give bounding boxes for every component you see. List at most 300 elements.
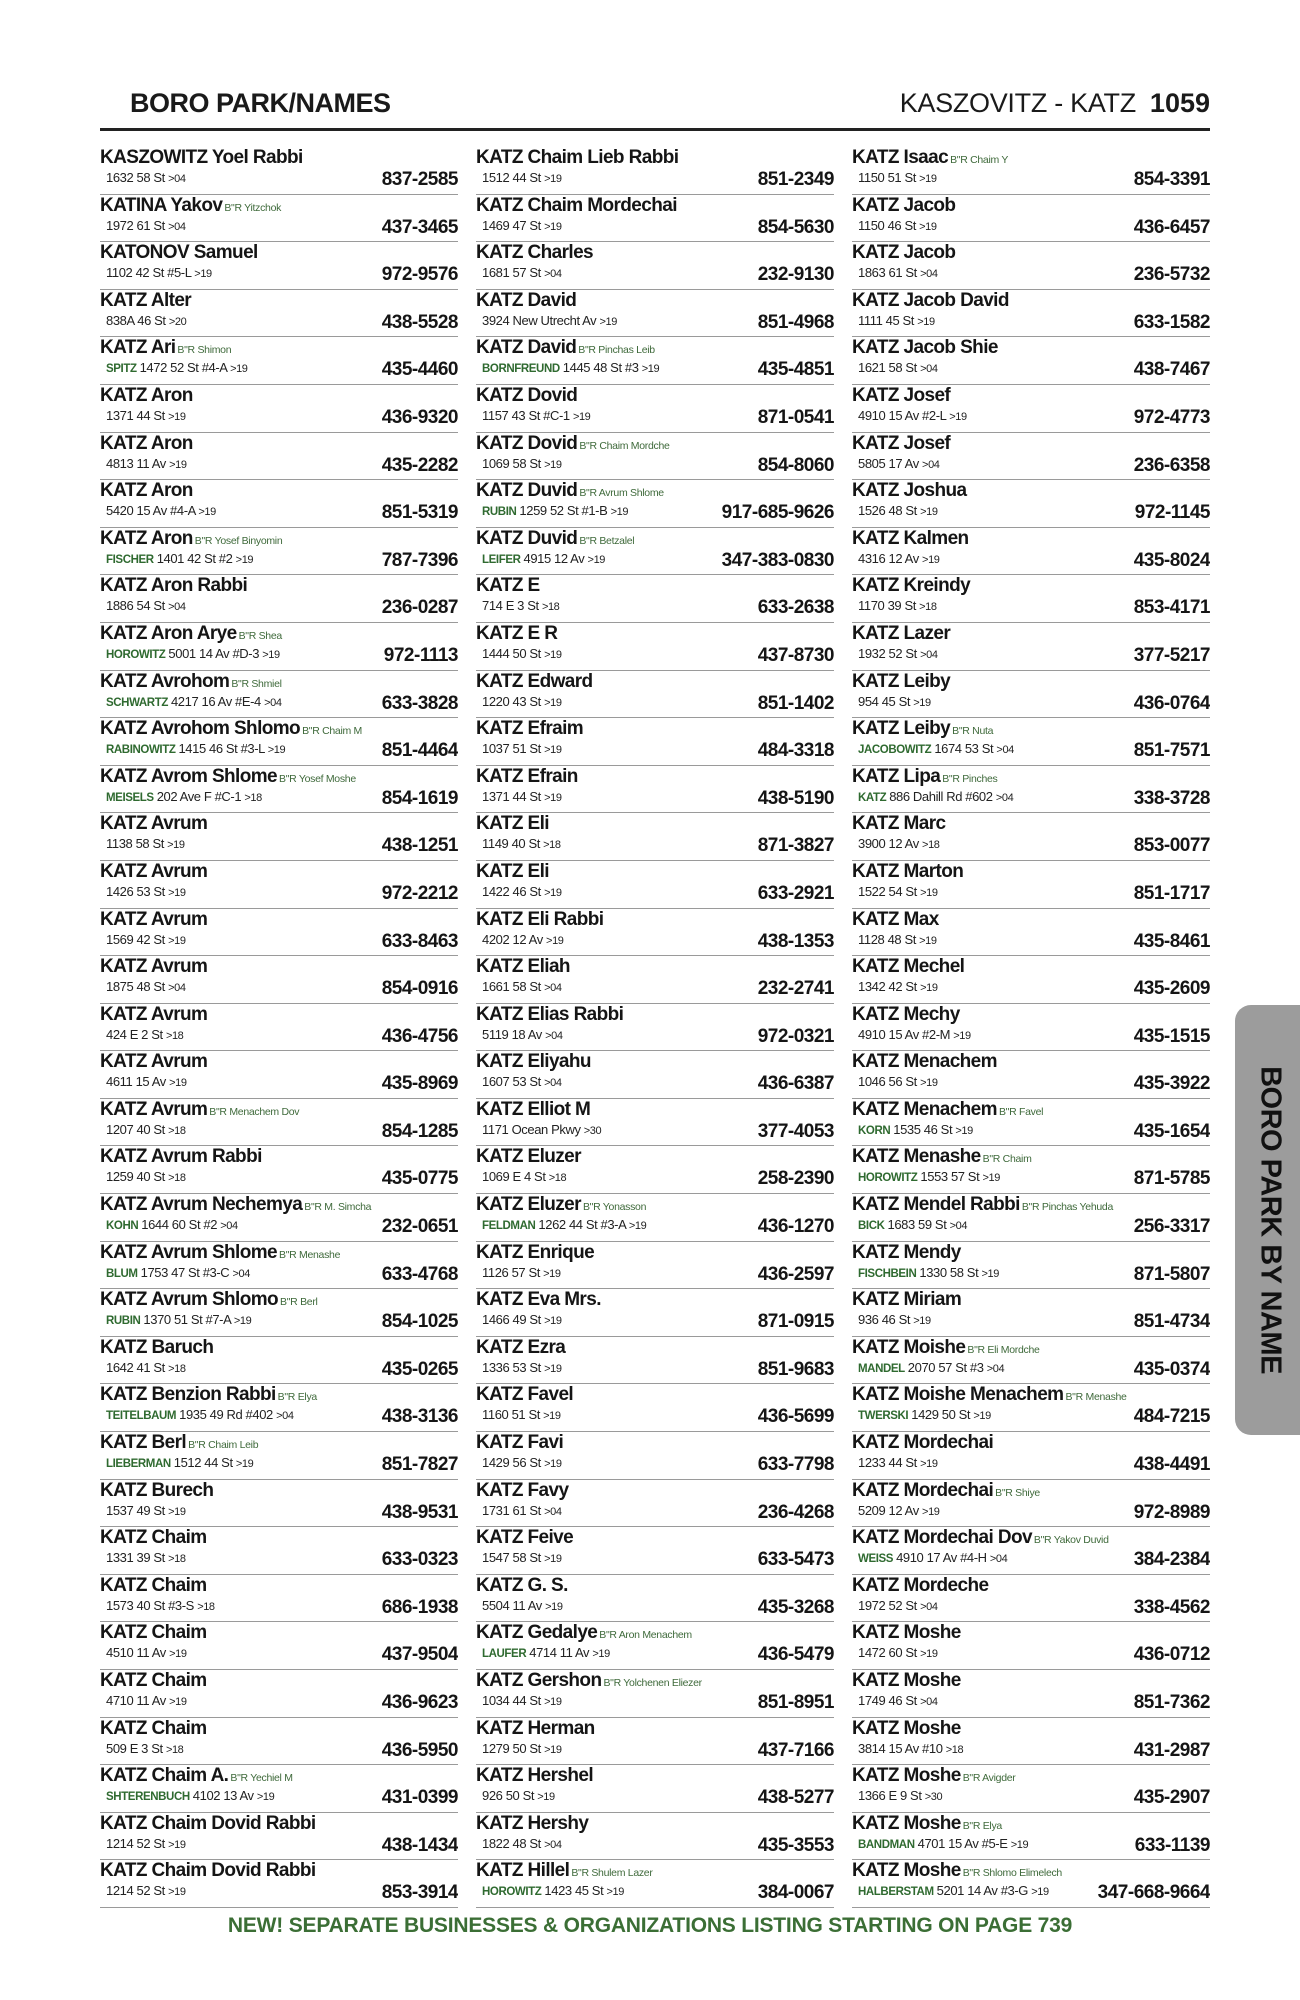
listing-address — [482, 645, 562, 664]
listing-address — [482, 264, 562, 283]
listing-name — [100, 813, 207, 835]
parent-name: B"R Chaim — [982, 1153, 1032, 1166]
address-text: 714 E 3 St — [482, 598, 539, 614]
maiden-name: RUBIN — [482, 506, 517, 519]
address-text: 4915 12 Av — [523, 550, 585, 566]
listing-name — [100, 242, 258, 264]
address-text: 1935 49 Rd #402 — [179, 1407, 273, 1423]
zip-code: >04 — [920, 648, 938, 661]
parent-name: B"R Yosef Moshe — [279, 772, 356, 785]
address-text: 5001 14 Av #D-3 — [168, 645, 260, 661]
listing-entry — [476, 1622, 834, 1670]
address-text: 1863 61 St — [858, 265, 917, 281]
zip-code: >19 — [544, 696, 562, 709]
maiden-name: FELDMAN — [482, 1220, 536, 1233]
listing-address — [858, 1882, 1049, 1901]
name-text: KATZ Joshua — [852, 480, 967, 502]
address-text: 4701 15 Av #5-E — [917, 1835, 1008, 1851]
address-text: 202 Ave F #C-1 — [156, 788, 242, 804]
listing-entry — [476, 242, 834, 290]
listing-name — [476, 671, 593, 693]
address-text: 1444 50 St — [482, 645, 541, 661]
listing-name — [100, 1337, 213, 1359]
listing-name — [100, 1194, 371, 1218]
maiden-name: HOROWITZ — [858, 1172, 918, 1185]
address-text: 1661 58 St — [482, 979, 541, 995]
phone-number: 258-2390 — [757, 1168, 834, 1190]
parent-name: B"R Shlomo Elimelech — [962, 1867, 1062, 1880]
name-text: KATZ Avrum — [100, 956, 208, 978]
name-text: KATZ Eli — [476, 860, 549, 882]
name-text: KATZ Chaim — [100, 1527, 207, 1549]
address-text: 1401 42 St #2 — [156, 550, 233, 566]
address-text: 1160 51 St — [482, 1407, 540, 1423]
zip-code: >18 — [919, 601, 937, 614]
listing-name — [852, 1099, 1043, 1123]
listing-address — [858, 359, 938, 378]
listing-entry — [100, 147, 458, 195]
listing-address — [106, 645, 280, 664]
zip-code: >18 — [548, 1172, 567, 1185]
listing-entry — [100, 718, 458, 766]
listing-name — [476, 480, 664, 504]
address-text: 1138 58 St — [106, 836, 164, 852]
listing-name — [852, 718, 993, 742]
listing-entry — [476, 909, 834, 957]
phone-number: 854-8060 — [757, 454, 834, 476]
maiden-name: KATZ — [858, 791, 887, 804]
address-text: 1279 50 St — [482, 1740, 541, 1756]
address-text: 5119 18 Av — [482, 1026, 542, 1042]
name-text: KATZ Enrique — [476, 1241, 595, 1263]
listing-entry — [852, 623, 1210, 671]
zip-code: >19 — [641, 363, 660, 376]
listing-address — [858, 1502, 940, 1521]
name-text: KATZ Efraim — [476, 718, 584, 740]
address-text: 1150 51 St — [858, 170, 916, 185]
listing-address — [482, 1216, 646, 1235]
listing-name — [852, 1622, 961, 1644]
listing-entry — [100, 1337, 458, 1385]
listing-name — [852, 1575, 988, 1597]
maiden-name: HOROWITZ — [482, 1886, 542, 1899]
listing-entry — [100, 242, 458, 290]
listing-name — [852, 385, 950, 407]
zip-code: >19 — [230, 363, 248, 376]
parent-name: B"R Pinchas Leib — [578, 344, 655, 357]
phone-number: 851-1717 — [1133, 882, 1210, 904]
listing-name — [100, 1099, 299, 1123]
name-text: KATZ Dovid — [476, 432, 578, 454]
listing-name — [100, 147, 303, 169]
address-text: 1150 46 St — [858, 217, 916, 233]
listing-entry — [852, 766, 1210, 814]
listing-address — [482, 883, 562, 902]
listing-name — [476, 575, 540, 597]
listing-name — [100, 337, 231, 361]
listing-address — [482, 550, 605, 569]
address-text: 1370 51 St #7-A — [143, 1312, 231, 1328]
phone-number: 236-4268 — [757, 1501, 834, 1523]
address-text: 1111 45 St — [858, 312, 914, 328]
name-text: KATZ Dovid — [476, 384, 578, 406]
address-text: 1644 60 St #2 — [141, 1217, 218, 1233]
listing-address — [858, 1359, 1004, 1378]
page-header — [100, 88, 1210, 131]
listing-name — [476, 1670, 702, 1694]
address-text: 1537 49 St — [106, 1502, 165, 1518]
address-text: 1366 E 9 St — [858, 1788, 922, 1804]
phone-number: 232-2741 — [757, 978, 834, 1000]
phone-number: 437-9504 — [381, 1644, 458, 1666]
listing-entry — [100, 1765, 458, 1813]
listing-entry — [476, 1289, 834, 1337]
phone-number: 435-0374 — [1133, 1358, 1210, 1380]
listing-address — [858, 883, 938, 902]
header-right — [900, 88, 1210, 119]
zip-code: >04 — [922, 458, 940, 471]
section-title: BORO PARK/NAMES — [130, 88, 391, 118]
name-text: KATZ Menashe — [852, 1146, 981, 1168]
zip-code: >19 — [606, 1886, 624, 1899]
listing-address — [858, 1549, 1007, 1568]
listing-name — [100, 195, 281, 219]
parent-name: B"R Aron Menachem — [599, 1629, 692, 1642]
listing-name — [852, 1765, 1015, 1789]
name-text: KATZ Avrohom — [100, 670, 230, 692]
zip-code: >19 — [545, 1600, 563, 1613]
name-text: KATZ Jacob — [852, 194, 956, 216]
address-text: 5504 11 Av — [482, 1597, 542, 1613]
listing-name — [476, 1194, 646, 1218]
phone-number: 435-0775 — [381, 1168, 458, 1190]
phone-number: 972-1145 — [1134, 502, 1210, 524]
phone-number: 633-2921 — [757, 882, 834, 904]
listing-address — [482, 502, 628, 521]
listing-name — [100, 575, 247, 597]
listing-entry — [100, 861, 458, 909]
phone-number: 435-8969 — [381, 1073, 458, 1095]
name-text: KATZ David — [476, 337, 577, 359]
phone-number: 256-3317 — [1133, 1216, 1210, 1238]
zip-code: >19 — [235, 1458, 254, 1471]
phone-number: 633-7798 — [757, 1454, 834, 1476]
listing-name — [476, 718, 583, 740]
listing-address — [106, 1406, 294, 1425]
phone-number: 347-383-0830 — [721, 549, 834, 571]
address-text: 1128 48 St — [858, 931, 916, 947]
name-text: KATZ Efrain — [476, 765, 578, 787]
phone-number: 435-2609 — [1133, 978, 1210, 1000]
name-text: KATZ Max — [852, 908, 939, 930]
address-text: 3900 12 Av — [858, 836, 919, 852]
address-text: 1632 58 St — [106, 170, 165, 185]
zip-code: >04 — [986, 1362, 1005, 1375]
name-text: KATZ Duvid — [476, 527, 578, 549]
name-text: KATZ Charles — [476, 242, 594, 264]
zip-code: >18 — [168, 1553, 186, 1566]
address-text: 4510 11 Av — [106, 1645, 166, 1661]
name-text: KATZ Eli Rabbi — [476, 908, 604, 930]
name-text: KATZ Moshe — [852, 1812, 961, 1834]
listing-name — [100, 1622, 207, 1644]
address-text: 1423 45 St — [544, 1883, 604, 1899]
phone-number: 438-9531 — [381, 1501, 458, 1523]
name-text: KATZ Chaim A. — [100, 1765, 229, 1787]
listing-entry — [100, 575, 458, 623]
listing-entry — [100, 1242, 458, 1290]
phone-number: 837-2585 — [381, 169, 458, 190]
listing-entry — [852, 1099, 1210, 1147]
phone-number: 871-0915 — [757, 1311, 834, 1333]
side-tab — [1235, 1005, 1300, 1435]
zip-code: >18 — [197, 1600, 215, 1613]
maiden-name: JACOBOWITZ — [858, 744, 932, 757]
phone-number: 435-2282 — [381, 454, 458, 476]
address-text: 1822 48 St — [482, 1835, 541, 1851]
listing-address — [106, 502, 216, 521]
listing-entry — [476, 1670, 834, 1718]
zip-code: >19 — [919, 173, 937, 185]
phone-number: 338-4562 — [1133, 1596, 1210, 1618]
name-text: KATZ Baruch — [100, 1336, 214, 1358]
listing-address — [106, 1264, 250, 1283]
address-text: 1149 40 St — [482, 836, 540, 852]
name-text: KATZ E R — [476, 622, 558, 644]
phone-number: 436-2597 — [757, 1263, 834, 1285]
phone-number: 438-1434 — [381, 1834, 458, 1856]
listing-address — [482, 217, 562, 236]
listing-address — [482, 597, 559, 616]
phone-number: 438-1353 — [757, 930, 834, 952]
listing-entry — [476, 1432, 834, 1480]
listing-name — [476, 433, 670, 457]
address-text: 1069 58 St — [482, 455, 541, 471]
zip-code: >19 — [169, 458, 187, 471]
parent-name: B"R Yonasson — [582, 1201, 647, 1214]
zip-code: >04 — [168, 173, 186, 185]
name-text: KATZ Berl — [100, 1432, 187, 1454]
zip-code: >19 — [587, 553, 606, 566]
listing-entry — [100, 1384, 458, 1432]
listing-entry — [476, 1718, 834, 1766]
phone-number: 851-2349 — [757, 169, 834, 190]
name-range: KASZOVITZ - KATZ — [899, 88, 1136, 118]
listing-entry — [476, 1860, 834, 1908]
listing-name — [100, 671, 282, 695]
listing-address — [858, 645, 938, 664]
listing-entry — [852, 1813, 1210, 1861]
listing-address — [106, 1787, 274, 1806]
listing-address — [106, 883, 186, 902]
address-text: 1415 46 St #3-L — [178, 741, 265, 757]
listing-name — [100, 1813, 316, 1835]
name-text: KATZ Avrum Shlome — [100, 1241, 277, 1263]
zip-code: >19 — [544, 1315, 562, 1328]
phone-number: 436-0764 — [1133, 692, 1210, 714]
address-text: 838A 46 St — [106, 312, 166, 328]
address-text: 5201 14 Av #3-G — [936, 1883, 1028, 1899]
listing-address — [858, 312, 935, 331]
phone-number: 436-5950 — [381, 1739, 458, 1761]
listing-address — [106, 455, 187, 474]
name-text: KATZ Avrum Nechemya — [100, 1194, 303, 1216]
listing-address — [106, 1073, 187, 1092]
maiden-name: SCHWARTZ — [106, 696, 168, 709]
listing-name — [476, 1051, 591, 1073]
address-text: 1553 57 St — [920, 1169, 980, 1185]
listing-entry — [100, 290, 458, 338]
zip-code: >04 — [264, 696, 282, 709]
name-text: KATINA Yakov — [100, 194, 223, 216]
zip-code: >19 — [544, 1553, 562, 1566]
listing-address — [858, 264, 938, 283]
listing-entry — [476, 861, 834, 909]
address-text: 1607 53 St — [482, 1074, 541, 1090]
listing-entry — [476, 623, 834, 671]
phone-number: 871-3827 — [757, 835, 834, 857]
phone-number: 435-8024 — [1133, 549, 1210, 571]
listing-name — [476, 385, 577, 407]
listing-address — [858, 407, 967, 426]
zip-code: >04 — [168, 982, 186, 995]
zip-code: >18 — [541, 601, 560, 614]
zip-code: >19 — [982, 1172, 1000, 1185]
address-text: 1037 51 St — [482, 741, 541, 757]
listing-address — [858, 1740, 963, 1759]
phone-number: 972-9576 — [381, 264, 458, 286]
listing-name — [852, 575, 970, 597]
listing-address — [482, 1311, 562, 1330]
listing-address — [482, 1264, 561, 1283]
listing-address — [858, 217, 937, 236]
parent-name: B"R Eli Mordche — [967, 1343, 1040, 1356]
listing-address — [482, 740, 562, 759]
address-text: 1749 46 St — [858, 1693, 917, 1708]
maiden-name: MEISELS — [106, 791, 154, 804]
name-text: KATZ Josef — [852, 432, 951, 454]
listing-address — [482, 1740, 562, 1759]
name-text: KATZ Avrum — [100, 860, 208, 882]
address-text: 886 Dahill Rd #602 — [889, 788, 993, 804]
listing-entry — [476, 337, 834, 385]
phone-number: 377-4053 — [757, 1120, 834, 1142]
name-text: KATZ Burech — [100, 1479, 214, 1501]
parent-name: B"R Chaim Y — [950, 154, 1009, 166]
maiden-name: HALBERSTAM — [858, 1886, 934, 1899]
listing-entry — [100, 195, 458, 243]
maiden-name: SHTERENBUCH — [106, 1791, 190, 1804]
zip-code: >19 — [262, 648, 280, 661]
address-text: 1512 44 St — [482, 170, 541, 185]
name-text: KATZ Leiby — [852, 670, 951, 692]
zip-code: >04 — [220, 1220, 238, 1233]
name-text: KATZ Moishe — [852, 1336, 966, 1358]
listing-name — [852, 242, 955, 264]
listing-entry — [100, 433, 458, 481]
listing-entry — [100, 813, 458, 861]
phone-number: 436-9320 — [381, 406, 458, 428]
listing-name — [100, 1765, 293, 1789]
listing-address — [482, 1168, 566, 1187]
zip-code: >18 — [165, 1029, 184, 1042]
address-text: 1472 60 St — [858, 1645, 917, 1661]
listing-entry — [852, 1622, 1210, 1670]
address-text: 1469 47 St — [482, 217, 541, 233]
zip-code: >04 — [544, 268, 562, 281]
phone-number: 633-1139 — [1134, 1834, 1210, 1856]
listing-entry — [100, 1575, 458, 1623]
listing-address — [858, 1311, 931, 1330]
phone-number: 435-1515 — [1133, 1025, 1210, 1047]
name-text: KATZ Ari — [100, 337, 176, 359]
name-text: KATZ Herman — [476, 1717, 595, 1739]
listing-entry — [476, 718, 834, 766]
zip-code: >19 — [920, 982, 938, 995]
zip-code: >19 — [973, 1410, 991, 1423]
listing-address — [106, 740, 285, 759]
phone-number: 972-8989 — [1133, 1501, 1210, 1523]
address-text: 1371 44 St — [482, 788, 541, 804]
listing-entry — [476, 147, 834, 195]
maiden-name: BLUM — [106, 1267, 138, 1280]
name-text: KATZ G. S. — [476, 1574, 568, 1596]
listing-address — [858, 1121, 973, 1140]
name-text: KATZ Chaim — [100, 1574, 207, 1596]
zip-code: >19 — [198, 506, 216, 519]
name-text: KATZ Miriam — [852, 1289, 962, 1311]
listing-name — [852, 1146, 1032, 1170]
maiden-name: TWERSKI — [858, 1410, 909, 1423]
zip-code: >04 — [989, 1553, 1008, 1566]
listing-name — [476, 956, 570, 978]
listing-address — [482, 1644, 610, 1663]
zip-code: >19 — [544, 1696, 562, 1708]
listing-address — [858, 1597, 938, 1616]
name-text: KATZ Hershel — [476, 1765, 594, 1787]
listing-name — [476, 1146, 581, 1168]
maiden-name: WEISS — [858, 1553, 894, 1566]
listing-entry — [476, 195, 834, 243]
listing-address — [106, 693, 282, 712]
listing-name — [100, 1575, 207, 1597]
listing-address — [858, 455, 940, 474]
address-text: 509 E 3 St — [106, 1740, 163, 1756]
listing-name — [100, 861, 207, 883]
zip-code: >19 — [168, 1838, 186, 1851]
zip-code: >19 — [917, 315, 935, 328]
parent-name: B"R Yolchenen Eliezer — [603, 1677, 702, 1689]
listing-entry — [100, 1004, 458, 1052]
listing-entry — [100, 528, 458, 576]
listing-entry — [852, 909, 1210, 957]
name-text: KASZOWITZ Yoel Rabbi — [100, 147, 303, 168]
listing-address — [106, 550, 253, 569]
name-text: KATZ Marc — [852, 813, 946, 835]
phone-number: 436-5479 — [757, 1644, 834, 1666]
maiden-name: KOHN — [106, 1220, 139, 1233]
name-text: KATZ Avrohom Shlomo — [100, 718, 301, 740]
zip-code: >18 — [168, 1124, 186, 1137]
listing-name — [100, 909, 207, 931]
listing-name — [476, 1004, 623, 1026]
listing-name — [852, 861, 963, 883]
parent-name: B"R Pinchas Yehuda — [1021, 1201, 1113, 1214]
listing-entry — [100, 766, 458, 814]
zip-code: >19 — [913, 696, 931, 709]
name-text: KATZ Avrom Shlome — [100, 765, 277, 787]
zip-code: >19 — [544, 1743, 562, 1756]
